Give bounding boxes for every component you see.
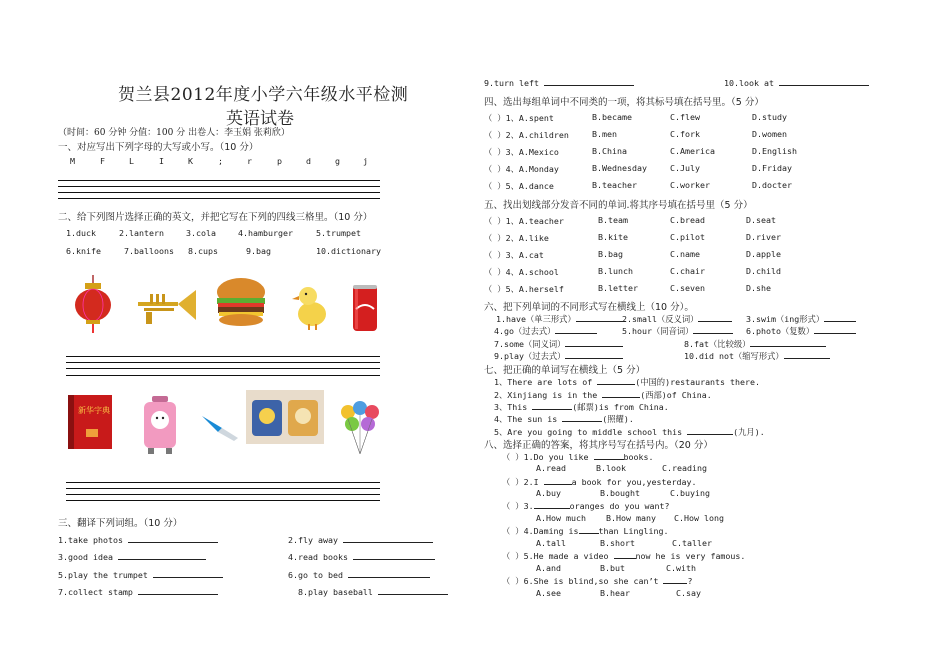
- answer-blank[interactable]: [693, 325, 733, 334]
- lantern-picture: [70, 275, 116, 335]
- mc-question: （ ）6.She is blind,so she can’t ?: [502, 576, 693, 586]
- phrase-item: 1.take photos: [58, 534, 218, 545]
- section-1-title: 一、对应写出下列字母的大写或小写。（10 分）: [58, 142, 259, 153]
- phrase-item: 5.play the trumpet: [58, 569, 223, 580]
- answer-blank[interactable]: [824, 313, 856, 322]
- knife-picture: [200, 412, 240, 442]
- form-item: 5.hour（同音词）: [622, 325, 733, 337]
- form-item: 10.did not（缩写形式）: [684, 350, 830, 362]
- answer-blank[interactable]: [750, 338, 826, 347]
- mc-options: A.and B.but C.with: [536, 563, 696, 573]
- letter: r: [247, 156, 252, 166]
- section-5-title: 五、找出划线部分发音不同的单词.将其序号填在括号里（5 分）: [484, 200, 753, 211]
- word-option: 1.duck: [66, 228, 96, 238]
- word-option: 10.dictionary: [316, 246, 381, 256]
- answer-blank[interactable]: [779, 77, 869, 86]
- form-item: 9.play（过去式）: [494, 350, 623, 362]
- answer-blank[interactable]: [814, 325, 856, 334]
- cola-can-picture: [350, 283, 380, 333]
- answer-blank[interactable]: [698, 313, 732, 322]
- duck-picture: [288, 280, 332, 332]
- letter: I: [159, 156, 164, 166]
- answer-blank[interactable]: [532, 401, 572, 410]
- form-item: 2.small（反义词）: [622, 313, 732, 325]
- answer-blank[interactable]: [579, 525, 599, 534]
- answer-blank[interactable]: [138, 586, 218, 595]
- choice-row: （ ）2、A.children B.men C.fork D.women: [484, 129, 787, 140]
- mc-question: （ ）3. oranges do you want?: [502, 501, 670, 511]
- word-option: 4.hamburger: [238, 228, 293, 238]
- fill-item: 1、There are lots of (中国的)restaurants there.: [494, 377, 761, 387]
- dictionary-picture: [66, 393, 116, 453]
- phrase-item: 6.go to bed: [288, 569, 430, 580]
- answer-blank[interactable]: [594, 451, 624, 460]
- answer-blank[interactable]: [128, 534, 218, 543]
- exam-info: （时间：60 分钟 分值：100 分 出卷人：李玉娟 张莉欣）: [58, 128, 290, 138]
- phrase-item: 4.read books: [288, 551, 435, 562]
- phrase-item: 3.good idea: [58, 551, 206, 562]
- choice-row: （ ）2、A.like B.kite C.pilot D.river: [484, 232, 781, 243]
- balloons-picture: [338, 400, 386, 456]
- answer-blank[interactable]: [597, 376, 635, 385]
- choice-row: （ ）3、A.cat B.bag C.name D.apple: [484, 249, 781, 260]
- choice-row: （ ）4、A.school B.lunch C.chair D.child: [484, 266, 781, 277]
- fill-item: 4、The sun is (照耀).: [494, 414, 634, 424]
- mc-question: （ ）4.Daming is than Lingling.: [502, 526, 669, 536]
- form-item: 6.photo（复数）: [746, 325, 856, 337]
- form-item: 1.have（单三形式）: [496, 313, 626, 325]
- letter: L: [129, 156, 134, 166]
- cups-picture: [246, 390, 324, 444]
- answer-blank[interactable]: [602, 389, 640, 398]
- answer-blank[interactable]: [544, 77, 634, 86]
- word-option: 7.balloons: [124, 246, 174, 256]
- word-option: 9.bag: [246, 246, 271, 256]
- answer-blank[interactable]: [544, 476, 572, 485]
- letter: F: [100, 156, 105, 166]
- dictionary-cover-text: 新华字典: [78, 406, 110, 415]
- form-item: 7.some（同义词）: [494, 338, 623, 350]
- mc-options: A.see B.hear C.say: [536, 588, 701, 598]
- answer-blank[interactable]: [343, 534, 433, 543]
- bag-picture: [138, 394, 182, 456]
- mc-options: A.tall B.short C.taller: [536, 538, 712, 548]
- answer-blank[interactable]: [565, 350, 623, 359]
- form-item: 3.swim（ing形式）: [746, 313, 856, 325]
- phrase-item: 10.look at: [724, 77, 869, 88]
- exam-subtitle: 英语试卷: [226, 109, 294, 129]
- choice-row: （ ）1、A.spent B.became C.flew D.study: [484, 112, 787, 123]
- choice-row: （ ）3、A.Mexico B.China C.America D.English: [484, 146, 797, 157]
- section-4-title: 四、选出每组单词中不同类的一项，将其标号填在括号里。（5 分）: [484, 97, 764, 108]
- answer-blank[interactable]: [378, 586, 448, 595]
- letter: K: [188, 156, 193, 166]
- word-option: 6.knife: [66, 246, 101, 256]
- phrase-item: 2.fly away: [288, 534, 433, 545]
- letter: p: [277, 156, 282, 166]
- section-7-title: 七、把正确的单词写在横线上（5 分）: [484, 365, 646, 376]
- phrase-item: 9.turn left: [484, 77, 634, 88]
- hamburger-picture: [215, 276, 267, 328]
- letter: M: [70, 156, 75, 166]
- form-item: 4.go（过去式）: [494, 325, 597, 337]
- answer-blank[interactable]: [534, 500, 570, 509]
- word-option: 3.cola: [186, 228, 216, 238]
- section-3-title: 三、翻译下列词组。（10 分）: [58, 518, 183, 529]
- answer-blank[interactable]: [687, 426, 733, 435]
- answer-blank[interactable]: [353, 551, 435, 560]
- choice-row: （ ）5、A.herself B.letter C.seven D.she: [484, 283, 771, 294]
- answer-blank[interactable]: [348, 569, 430, 578]
- letter: g: [335, 156, 340, 166]
- fill-item: 5、Are you going to middle school this (九月).: [494, 427, 765, 437]
- answer-blank[interactable]: [118, 551, 206, 560]
- mc-options: A.How much B.How many C.How long: [536, 513, 724, 523]
- answer-blank[interactable]: [562, 413, 602, 422]
- fill-item: 2、Xinjiang is in the (西部)of China.: [494, 390, 712, 400]
- answer-blank[interactable]: [565, 338, 623, 347]
- trumpet-picture: [136, 288, 198, 326]
- answer-blank[interactable]: [153, 569, 223, 578]
- mc-options: A.buy B.bought C.buying: [536, 488, 710, 498]
- exam-title: 贺兰县2012年度小学六年级水平检测: [118, 85, 409, 105]
- answer-blank[interactable]: [784, 350, 830, 359]
- mc-options: A.read B.look C.reading: [536, 463, 707, 473]
- mc-question: （ ）1.Do you like books.: [502, 452, 654, 462]
- answer-blank[interactable]: [576, 313, 626, 322]
- mc-question: （ ）5.He made a video now he is very famous.: [502, 551, 746, 561]
- section-8-title: 八、选择正确的答案，将其序号写在括号内。（20 分）: [484, 440, 713, 451]
- letter: ;: [218, 156, 223, 166]
- phrase-item: 7.collect stamp: [58, 586, 218, 597]
- word-option: 2.lantern: [119, 228, 164, 238]
- choice-row: （ ）4、A.Monday B.Wednesday C.July D.Friday: [484, 163, 792, 174]
- answer-blank[interactable]: [614, 550, 636, 559]
- word-option: 8.cups: [188, 246, 218, 256]
- mc-question: （ ）2.I a book for you,yesterday.: [502, 477, 697, 487]
- section-2-title: 二、给下列图片选择正确的英文，并把它写在下列的四线三格里。（10 分）: [58, 212, 373, 223]
- letter: d: [306, 156, 311, 166]
- word-option: 5.trumpet: [316, 228, 361, 238]
- choice-row: （ ）5、A.dance B.teacher C.worker D.docter: [484, 180, 792, 191]
- fill-item: 3、This (邮票)is from China.: [494, 402, 669, 412]
- form-item: 8.fat（比较级）: [684, 338, 826, 350]
- answer-blank[interactable]: [663, 575, 687, 584]
- choice-row: （ ）1、A.teacher B.team C.bread D.seat: [484, 215, 776, 226]
- phrase-item: 8.play baseball: [298, 586, 448, 597]
- letter: j: [363, 156, 368, 166]
- section-6-title: 六、把下列单词的不同形式写在横线上（10 分）。: [484, 302, 694, 313]
- answer-blank[interactable]: [555, 325, 597, 334]
